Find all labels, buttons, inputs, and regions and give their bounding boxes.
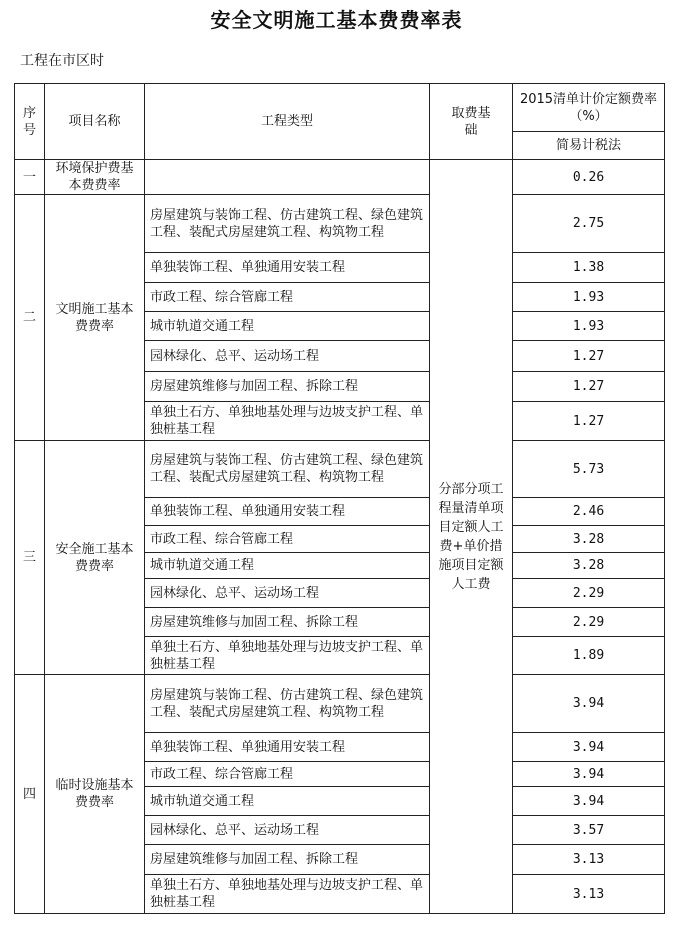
header-project-type: 工程类型 <box>145 84 430 160</box>
rate-cell: 2.29 <box>513 608 665 637</box>
project-type-cell: 单独土石方、单独地基处理与边坡支护工程、单独桩基工程 <box>145 875 430 914</box>
project-type-cell: 房屋建筑与装饰工程、仿古建筑工程、绿色建筑工程、装配式房屋建筑工程、构筑物工程 <box>145 441 430 498</box>
project-type-cell: 房屋建筑与装饰工程、仿古建筑工程、绿色建筑工程、装配式房屋建筑工程、构筑物工程 <box>145 195 430 253</box>
section-name: 环境保护费基本费费率 <box>45 160 145 195</box>
header-seq: 序号 <box>15 84 45 160</box>
table-row <box>15 160 665 195</box>
rate-cell: 3.57 <box>513 816 665 845</box>
rate-cell: 3.28 <box>513 553 665 579</box>
project-type-cell: 城市轨道交通工程 <box>145 312 430 341</box>
project-type-cell: 房屋建筑维修与加固工程、拆除工程 <box>145 845 430 875</box>
page-subtitle: 工程在市区时 <box>20 53 104 69</box>
section-seq: 一 <box>15 160 45 195</box>
project-type-cell <box>145 160 430 195</box>
project-type-cell: 单独装饰工程、单独通用安装工程 <box>145 253 430 283</box>
header-rate-method: 简易计税法 <box>513 132 665 160</box>
project-type-cell: 单独装饰工程、单独通用安装工程 <box>145 733 430 762</box>
rate-cell: 3.28 <box>513 526 665 553</box>
header-item-name: 项目名称 <box>45 84 145 160</box>
table-row <box>15 441 665 498</box>
table-row <box>15 195 665 253</box>
rate-cell: 5.73 <box>513 441 665 498</box>
section-name: 临时设施基本费费率 <box>45 675 145 914</box>
rate-cell: 1.38 <box>513 253 665 283</box>
rate-cell: 2.46 <box>513 498 665 526</box>
rate-cell: 3.94 <box>513 675 665 733</box>
header-rate: 2015清单计价定额费率（%） <box>513 84 665 132</box>
project-type-cell: 房屋建筑与装饰工程、仿古建筑工程、绿色建筑工程、装配式房屋建筑工程、构筑物工程 <box>145 675 430 733</box>
project-type-cell: 园林绿化、总平、运动场工程 <box>145 579 430 608</box>
section-name: 安全施工基本费费率 <box>45 441 145 675</box>
rate-cell: 0.26 <box>513 160 665 195</box>
project-type-cell: 市政工程、综合管廊工程 <box>145 762 430 787</box>
rate-cell: 1.27 <box>513 341 665 372</box>
section-seq: 四 <box>15 675 45 914</box>
project-type-cell: 单独土石方、单独地基处理与边坡支护工程、单独桩基工程 <box>145 402 430 441</box>
project-type-cell: 城市轨道交通工程 <box>145 553 430 579</box>
rate-cell: 3.94 <box>513 787 665 816</box>
table-row <box>15 675 665 733</box>
rate-cell: 1.27 <box>513 372 665 402</box>
rate-cell: 1.27 <box>513 402 665 441</box>
section-seq: 二 <box>15 195 45 441</box>
rate-cell: 1.89 <box>513 637 665 675</box>
section-name: 文明施工基本费费率 <box>45 195 145 441</box>
project-type-cell: 市政工程、综合管廊工程 <box>145 526 430 553</box>
rate-cell: 1.93 <box>513 283 665 312</box>
project-type-cell: 园林绿化、总平、运动场工程 <box>145 816 430 845</box>
rate-cell: 3.94 <box>513 733 665 762</box>
rate-cell: 3.94 <box>513 762 665 787</box>
rate-cell: 2.75 <box>513 195 665 253</box>
project-type-cell: 房屋建筑维修与加固工程、拆除工程 <box>145 372 430 402</box>
rate-cell: 2.29 <box>513 579 665 608</box>
rate-cell: 1.93 <box>513 312 665 341</box>
project-type-cell: 市政工程、综合管廊工程 <box>145 283 430 312</box>
project-type-cell: 单独装饰工程、单独通用安装工程 <box>145 498 430 526</box>
page-title: 安全文明施工基本费费率表 <box>210 8 463 32</box>
section-seq: 三 <box>15 441 45 675</box>
project-type-cell: 房屋建筑维修与加固工程、拆除工程 <box>145 608 430 637</box>
header-basis: 取费基础 <box>430 84 513 160</box>
fee-rate-table <box>14 83 665 914</box>
project-type-cell: 城市轨道交通工程 <box>145 787 430 816</box>
rate-cell: 3.13 <box>513 845 665 875</box>
rate-cell: 3.13 <box>513 875 665 914</box>
project-type-cell: 单独土石方、单独地基处理与边坡支护工程、单独桩基工程 <box>145 637 430 675</box>
project-type-cell: 园林绿化、总平、运动场工程 <box>145 341 430 372</box>
fee-table-body <box>15 160 665 914</box>
basis-cell: 分部分项工程量清单项目定额人工费+单价措施项目定额人工费 <box>430 160 513 914</box>
